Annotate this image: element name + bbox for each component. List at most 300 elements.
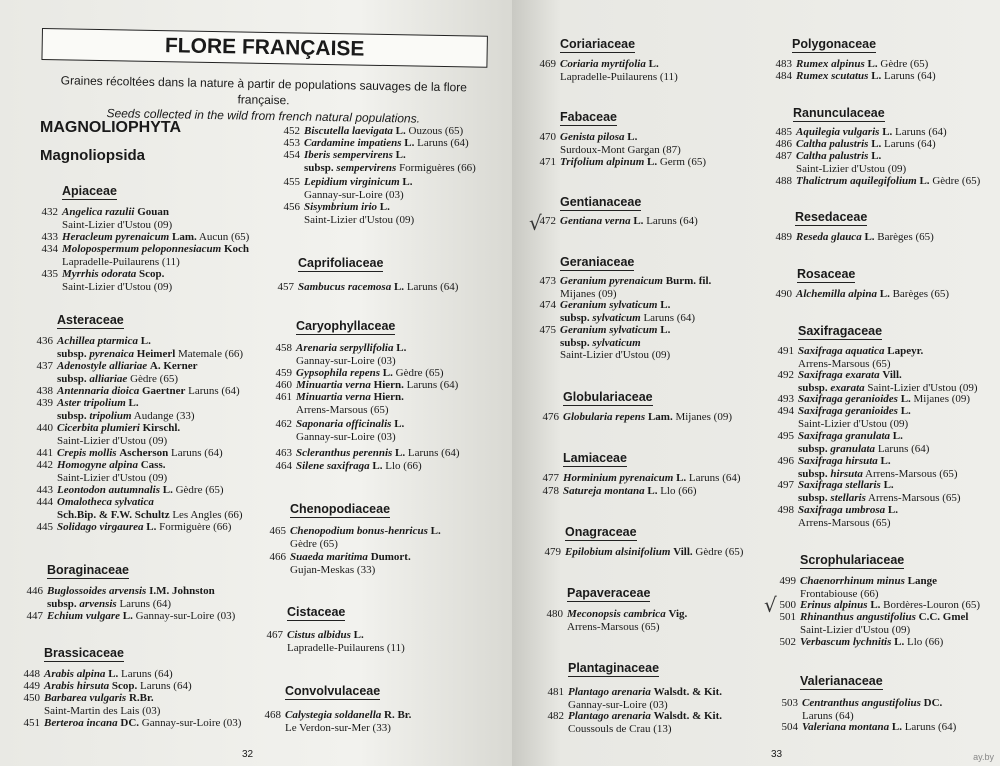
species-entry	[775, 58, 929, 71]
species-name: Saxifraga hirsuta	[798, 455, 878, 467]
entry-line	[298, 281, 458, 294]
family-heading: Valerianaceae	[800, 674, 883, 688]
entry-line	[798, 418, 911, 431]
entry-line	[44, 680, 192, 693]
entry-number: 494	[777, 405, 794, 417]
species-name: Aster tripolium	[57, 397, 126, 409]
species-name: sylvaticum	[592, 311, 641, 324]
species-name: Saxifraga exarata	[798, 369, 880, 381]
entry-number: 448	[23, 668, 40, 680]
author-name: L.	[395, 447, 406, 459]
entry-number: 502	[779, 636, 796, 648]
entry-line	[290, 525, 441, 538]
entry-number: 477	[542, 472, 559, 484]
species-entry	[539, 131, 681, 156]
author-name: Dumort.	[370, 551, 411, 563]
species-entry	[36, 335, 244, 360]
author-name: Kirschl.	[142, 422, 181, 434]
locality: Saint-Lizier d'Ustou (09)	[304, 213, 415, 226]
entry-line	[798, 369, 978, 382]
page-number-right: 33	[771, 749, 783, 760]
entry-line	[62, 281, 172, 294]
species-name: alliariae	[89, 372, 128, 385]
family-heading: Asteraceae	[57, 313, 124, 327]
subspecies-marker: subsp.	[798, 467, 828, 480]
entry-line	[57, 410, 195, 423]
entry-number: 465	[269, 525, 286, 537]
entry-number: 497	[777, 479, 794, 491]
species-name: Lepidium virginicum	[304, 176, 400, 188]
entry-line	[800, 599, 980, 612]
species-name: Heracleum pyrenaicum	[62, 231, 170, 243]
species-entry	[777, 479, 961, 504]
entry-line	[62, 206, 172, 219]
author-name: Walsdt. & Kit.	[653, 686, 723, 698]
author-name: I.M. Johnston	[149, 585, 215, 597]
entry-line	[57, 435, 180, 448]
species-entry	[26, 610, 236, 623]
author-name: L.	[353, 629, 364, 641]
entry-line	[290, 538, 441, 551]
locality: Saint-Lizier d'Ustou (09)	[57, 471, 168, 484]
species-entry	[283, 125, 464, 138]
entry-number: 457	[277, 281, 294, 293]
locality: Saint-Lizier d'Ustou (09)	[57, 434, 168, 447]
species-entry	[269, 551, 411, 576]
species-name: Valeriana montana	[802, 721, 890, 733]
species-name: Sambucus racemosa	[298, 281, 392, 293]
subspecies-marker: subsp.	[798, 381, 828, 394]
species-name: sempervirens	[336, 161, 397, 174]
species-entry	[275, 418, 405, 443]
entry-line	[44, 705, 160, 718]
locality: Surdoux-Mont Gargan (87)	[560, 143, 681, 156]
species-name: Rhinanthus angustifolius	[800, 611, 916, 623]
locality: Gannay-sur-Loire (03)	[141, 717, 242, 729]
species-name: Scleranthus perennis	[296, 447, 393, 459]
locality: Laruns (64)	[895, 126, 947, 138]
species-name: Minuartia verna	[296, 391, 371, 403]
entry-number: 464	[275, 460, 292, 472]
entry-line	[567, 608, 687, 621]
entry-line	[57, 360, 198, 373]
entry-line	[57, 385, 240, 398]
entry-line	[296, 391, 404, 404]
entry-line	[57, 472, 167, 485]
entry-number: 460	[275, 379, 292, 391]
species-name: Barbarea vulgaris	[44, 692, 127, 704]
species-name: Coriaria myrtifolia	[560, 58, 646, 70]
author-name: Hiern.	[373, 379, 404, 391]
locality: Bordères-Louron (65)	[883, 599, 981, 611]
species-name: Berteroa incana	[44, 717, 118, 729]
entry-line	[57, 447, 223, 460]
species-name: Saxifraga aquatica	[798, 345, 885, 357]
entry-number: 486	[775, 138, 792, 150]
entry-number: 475	[539, 324, 556, 336]
author-name: L.	[900, 393, 911, 405]
author-name: L.	[871, 138, 882, 150]
species-entry	[275, 342, 407, 367]
species-entry	[283, 176, 413, 201]
entry-number: 499	[779, 575, 796, 587]
entry-line	[802, 721, 956, 734]
author-name: L.	[871, 150, 882, 162]
family-heading: Resedaceae	[795, 210, 868, 224]
intro-english: Seeds collected in the wild from french natural populations.	[106, 106, 421, 126]
entry-line	[296, 460, 422, 473]
author-name: L.	[900, 405, 911, 417]
locality: Barèges (65)	[877, 231, 934, 243]
author-name: L.	[864, 231, 875, 243]
family-heading: Cistaceae	[287, 605, 346, 619]
species-name: hirsuta	[830, 467, 863, 480]
author-name: L.	[140, 335, 151, 347]
author-name: C.C. Gmel	[918, 611, 969, 623]
species-entry	[779, 611, 969, 636]
subspecies-marker: subsp.	[57, 409, 87, 422]
family-heading: Plantaginaceae	[568, 661, 660, 675]
entry-number: 491	[777, 345, 794, 357]
entry-number: 450	[23, 692, 40, 704]
locality: Formiguères (66)	[399, 161, 476, 174]
species-name: Alchemilla alpina	[796, 288, 877, 300]
species-entry	[539, 275, 712, 300]
author-name: L.	[870, 599, 881, 611]
entry-number: 463	[275, 447, 292, 459]
entry-number: 432	[41, 206, 58, 218]
entry-number: 468	[264, 709, 281, 721]
entry-line	[296, 404, 404, 417]
author-name: R. Br.	[384, 709, 412, 721]
entry-line	[796, 58, 928, 71]
author-name: L.	[430, 525, 441, 537]
author-name: L.	[660, 324, 671, 336]
author-name: Lam.	[647, 411, 673, 423]
species-name: pyrenaica	[89, 347, 135, 360]
entry-line	[798, 479, 961, 492]
entry-number: 484	[775, 70, 792, 82]
species-name: Suaeda maritima	[290, 551, 368, 563]
species-entry	[539, 58, 678, 83]
entry-number: 474	[539, 299, 556, 311]
species-entry	[41, 243, 250, 268]
page-number-left: 32	[242, 749, 254, 760]
author-name: Ascherson	[119, 447, 169, 459]
entry-number: 481	[547, 686, 564, 698]
author-name: Vig.	[668, 608, 688, 620]
entry-line	[560, 144, 681, 157]
species-entry	[36, 496, 243, 521]
family-heading: Scrophulariaceae	[800, 553, 905, 567]
locality: Coussouls de Crau (13)	[568, 722, 672, 735]
species-entry	[544, 546, 744, 559]
species-name: Horminium pyrenaicum	[563, 472, 674, 484]
author-name: L.	[394, 418, 405, 430]
author-name: Gaertner	[141, 385, 186, 397]
species-name: Reseda glauca	[796, 231, 862, 243]
species-name: Plantago arenaria	[568, 710, 651, 722]
author-name: L.	[162, 484, 173, 496]
locality: Gannay-sur-Loire (03)	[304, 188, 404, 201]
author-name: Walsdt. & Kit.	[653, 710, 723, 722]
entry-line	[296, 367, 444, 380]
species-entry	[275, 460, 422, 473]
author-name: Heimerl	[136, 347, 176, 360]
entry-line	[62, 256, 249, 269]
entry-line	[304, 176, 413, 189]
locality: Arrens-Marsous (65)	[296, 403, 389, 416]
locality: Llo (66)	[906, 636, 944, 648]
locality: Laruns (64)	[884, 70, 936, 82]
author-name: L.	[404, 137, 415, 149]
species-name: Omalotheca sylvatica	[57, 496, 154, 508]
species-entry	[775, 288, 950, 301]
entry-line	[798, 405, 911, 418]
entry-line	[296, 379, 458, 392]
family-heading: Rosaceae	[797, 267, 856, 281]
species-entry	[23, 692, 161, 717]
species-entry	[775, 175, 981, 188]
entry-number: 466	[269, 551, 286, 563]
locality: Saint-Lizier d'Ustou (09)	[796, 162, 907, 175]
species-name: Saxifraga geranioides	[798, 393, 898, 405]
author-name: L.	[892, 430, 903, 442]
species-name: Sisymbrium irio	[304, 201, 378, 213]
locality: Gannay-sur-Loire (03)	[296, 430, 396, 443]
entry-number: 482	[547, 710, 564, 722]
family-heading: Fabaceae	[560, 110, 617, 124]
species-entry	[36, 521, 232, 534]
species-name: Satureja montana	[563, 485, 645, 497]
entry-number: 461	[275, 391, 292, 403]
entry-line	[560, 71, 678, 84]
species-name: Chenopodium bonus-henricus	[290, 525, 428, 537]
locality: Barèges (65)	[892, 288, 950, 300]
species-entry	[539, 324, 671, 362]
entry-number: 434	[41, 243, 58, 255]
locality: Laruns (64)	[121, 668, 173, 680]
family-heading: Gentianaceae	[560, 195, 642, 209]
species-name: Antennaria dioica	[57, 385, 140, 397]
entry-line	[796, 138, 936, 151]
locality: Gèdre (65)	[130, 372, 179, 385]
entry-number: 489	[775, 231, 792, 243]
entry-number: 469	[539, 58, 556, 70]
species-name: Echium vulgare	[47, 610, 121, 622]
entry-number: 442	[36, 459, 53, 471]
author-name: L.	[382, 367, 393, 379]
entry-line	[290, 564, 411, 577]
author-name: L.	[883, 479, 894, 491]
entry-number: 480	[546, 608, 563, 620]
entry-line	[567, 621, 687, 634]
entry-line	[296, 342, 406, 355]
entry-line	[560, 156, 706, 169]
species-entry	[275, 391, 404, 416]
entry-line	[796, 231, 934, 244]
author-name: L.	[122, 610, 133, 622]
entry-number: 462	[275, 418, 292, 430]
entry-line	[304, 189, 413, 202]
species-entry	[23, 717, 242, 730]
entry-number: 501	[779, 611, 796, 623]
entry-line	[57, 509, 243, 522]
species-entry	[36, 397, 195, 422]
locality: Laruns (64)	[407, 447, 460, 459]
locality: Saint-Lizier d'Ustou (09)	[798, 417, 909, 430]
locality: Laruns (64)	[884, 138, 936, 150]
entry-line	[304, 162, 476, 175]
entry-number: 440	[36, 422, 53, 434]
subspecies-marker: subsp.	[798, 442, 828, 455]
subspecies-marker: subsp.	[798, 491, 828, 504]
entry-line	[798, 393, 970, 406]
entry-number: 470	[539, 131, 556, 143]
species-name: Aquilegia vulgaris	[796, 126, 880, 138]
species-entry	[539, 156, 706, 169]
class-heading: Magnoliopsida	[40, 147, 145, 164]
entry-number: 439	[36, 397, 53, 409]
entry-number: 453	[283, 137, 300, 149]
locality: Saint-Lizier d'Ustou (09)	[62, 280, 173, 293]
species-entry	[542, 472, 741, 485]
author-name: L.	[393, 281, 405, 293]
subspecies-marker: subsp.	[57, 372, 87, 385]
locality: Les Angles (66)	[172, 508, 243, 521]
species-name: Meconopsis cambrica	[567, 608, 666, 620]
locality: Formiguère (66)	[159, 521, 232, 533]
species-entry	[36, 484, 224, 497]
entry-line	[62, 268, 172, 281]
entry-number: 476	[542, 411, 559, 423]
subspecies-marker: subsp.	[560, 336, 590, 349]
locality: Saint-Lizier d'Ustou (09)	[867, 381, 978, 394]
locality: Arrens-Marsous (65)	[865, 467, 958, 480]
entry-line	[560, 131, 681, 144]
entry-line	[296, 431, 404, 444]
species-name: Verbascum lychnitis	[800, 636, 892, 648]
locality: Llo (66)	[385, 460, 422, 472]
entry-line	[44, 717, 241, 730]
entry-number: 435	[41, 268, 58, 280]
entry-line	[802, 697, 942, 710]
family-heading: Onagraceae	[565, 525, 637, 539]
species-name: Silene saxifraga	[296, 460, 370, 472]
locality: Lapradelle-Puilaurens (11)	[62, 255, 180, 268]
species-entry	[36, 360, 198, 385]
entry-number: 436	[36, 335, 53, 347]
family-heading: Chenopodiaceae	[290, 502, 391, 516]
species-entry	[775, 150, 907, 175]
family-heading: Apiaceae	[62, 184, 117, 198]
author-name: L.	[891, 721, 902, 733]
entry-number: 444	[36, 496, 53, 508]
locality: Gujan-Meskas (33)	[290, 563, 376, 576]
species-entry	[41, 268, 173, 293]
author-name: L.	[395, 149, 406, 161]
entry-number: 472	[539, 215, 556, 227]
author-name: L.	[660, 299, 671, 311]
family-heading: Saxifragaceae	[798, 324, 883, 338]
species-name: Gentiana verna	[560, 215, 631, 227]
entry-number: 441	[36, 447, 53, 459]
entry-line	[57, 496, 243, 509]
species-name: Arenaria serpyllifolia	[296, 342, 394, 354]
species-entry	[41, 231, 250, 244]
author-name: L.	[372, 460, 383, 472]
author-name: Hiern.	[373, 391, 404, 403]
species-entry	[777, 345, 924, 370]
species-name: Saxifraga geranioides	[798, 405, 898, 417]
locality: Laruns (64)	[904, 721, 957, 733]
locality: Gannay-sur-Loire (03)	[296, 354, 396, 367]
species-entry	[777, 369, 978, 394]
family-heading: Globulariaceae	[563, 390, 653, 404]
species-name: Rumex alpinus	[796, 58, 865, 70]
author-name: L.	[396, 342, 407, 354]
author-name: L.	[887, 504, 898, 516]
author-name: Vill.	[882, 369, 902, 381]
entry-number: 467	[266, 629, 283, 641]
entry-line	[798, 455, 958, 468]
species-name: Buglossoides arvensis	[47, 585, 147, 597]
entry-line	[296, 447, 460, 460]
species-name: Myrrhis odorata	[62, 268, 137, 280]
species-name: Calystegia soldanella	[285, 709, 382, 721]
species-entry	[36, 422, 181, 447]
species-name: Adenostyle alliariae	[57, 360, 148, 372]
species-entry	[539, 299, 696, 324]
family-heading: Caprifoliaceae	[298, 256, 384, 270]
species-name: Minuartia verna	[296, 379, 371, 391]
entry-line	[296, 418, 404, 431]
author-name: L.	[395, 125, 406, 137]
author-name: L.	[627, 131, 638, 143]
author-name: L.	[379, 201, 390, 213]
locality: Gannay-sur-Loire (03)	[568, 698, 668, 711]
species-name: granulata	[830, 442, 876, 455]
locality: Laruns (64)	[802, 709, 854, 722]
locality: Gèdre (65)	[290, 537, 338, 550]
author-name: A. Kerner	[149, 360, 198, 372]
species-name: Cardamine impatiens	[304, 137, 402, 149]
locality: Gannay-sur-Loire (03)	[135, 610, 236, 622]
family-heading: Papaveraceae	[567, 586, 651, 600]
species-name: sylvaticum	[592, 336, 641, 349]
species-name: Cistus albidus	[287, 629, 351, 641]
locality: Gèdre (65)	[695, 546, 744, 558]
family-heading: Geraniaceae	[560, 255, 635, 269]
species-name: Erinus alpinus	[800, 599, 868, 611]
handwritten-check-mark-472: √	[529, 211, 542, 235]
locality: Mijanes (09)	[560, 287, 617, 300]
species-name: Achillea ptarmica	[57, 335, 138, 347]
species-entry	[777, 430, 930, 455]
entry-line	[568, 710, 722, 723]
species-name: Saxifraga stellaris	[798, 479, 881, 491]
species-entry	[781, 721, 957, 734]
handwritten-check-mark-500: √	[764, 593, 777, 617]
species-name: stellaris	[830, 491, 866, 504]
entry-line	[798, 345, 923, 358]
entry-line	[57, 459, 167, 472]
entry-line	[798, 430, 929, 443]
species-name: Caltha palustris	[796, 150, 869, 162]
species-name: Trifolium alpinum	[560, 156, 645, 168]
author-name: L.	[633, 215, 644, 227]
entry-line	[57, 397, 195, 410]
